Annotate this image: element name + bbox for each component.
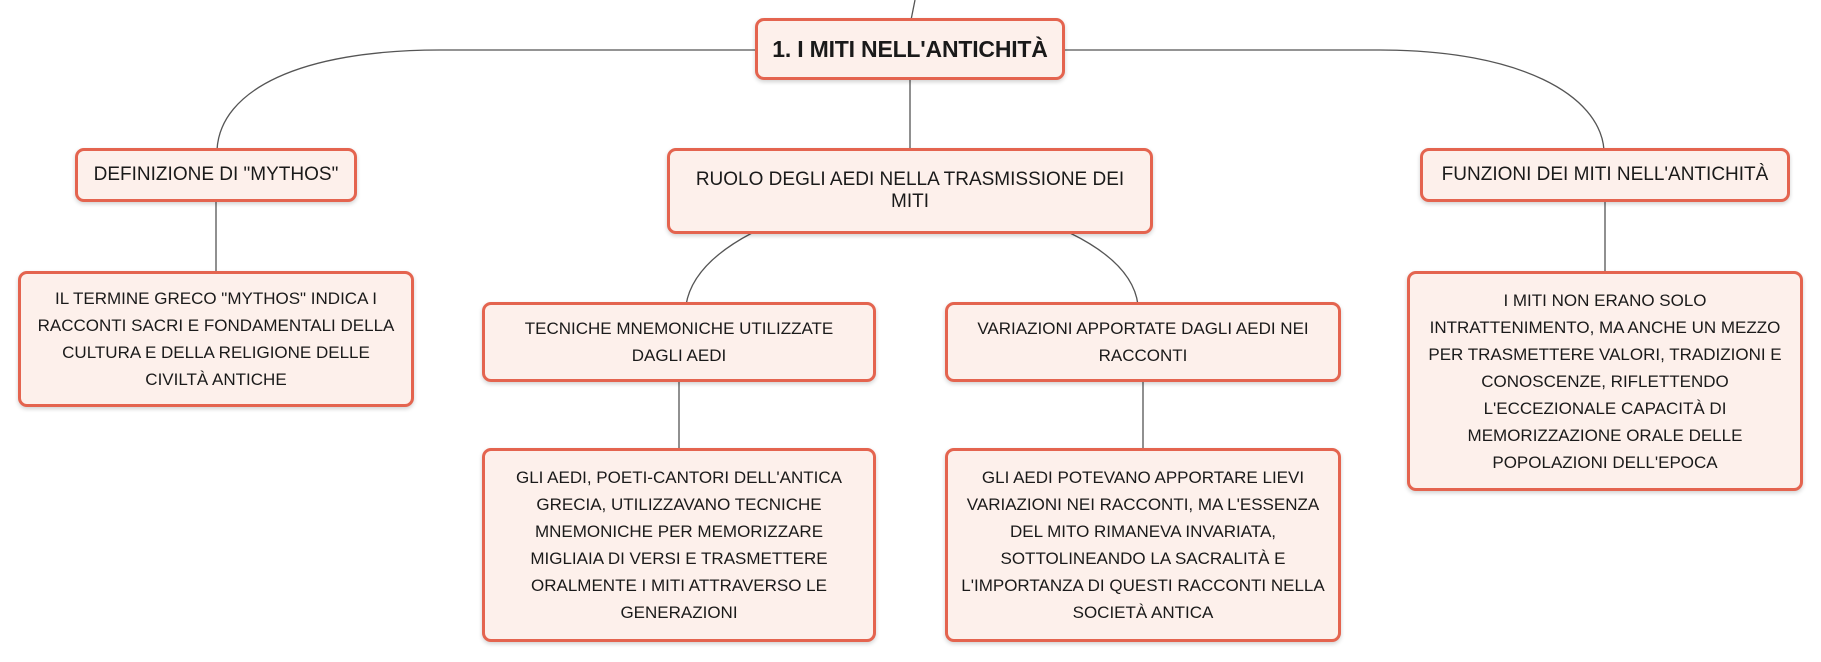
connector-root-parent <box>911 0 915 20</box>
connector-root-to-definition <box>217 50 758 150</box>
topic-ruolo-aedi[interactable] <box>667 148 1153 234</box>
subtopic-tecniche-mnemoniche[interactable] <box>482 302 876 382</box>
detail-tecniche-mnemoniche[interactable] <box>482 448 876 642</box>
topic-funzioni-label: FUNZIONI DEI MITI NELL'ANTICHITÀ <box>1441 164 1769 185</box>
detail-tecniche-text: GLI AEDI, POETI-CANTORI DELL'ANTICA GRECIA, UTILIZZAVANO TECNICHE MNEMONICHE PER MEMORIZZARE MIGLIAIA DI VERSI E TRASMETTERE ORALMENTE I MITI ATTRAVERSO LE GENERAZIONI <box>515 468 842 622</box>
subtopic-tecniche-label: TECNICHE MNEMONICHE UTILIZZATE DAGLI AEDI <box>524 319 834 365</box>
subtopic-variazioni-label: VARIAZIONI APPORTATE DAGLI AEDI NEI RACCONTI <box>977 319 1309 365</box>
subtopic-variazioni-aedi[interactable] <box>945 302 1341 382</box>
topic-ruolo-aedi-label: RUOLO DEGLI AEDI NELLA TRASMISSIONE DEI MITI <box>695 169 1125 212</box>
root-node[interactable] <box>755 18 1065 80</box>
connector-aedi-to-variations <box>1070 233 1138 305</box>
detail-funzioni-text: I MITI NON ERANO SOLO INTRATTENIMENTO, MA ANCHE UN MEZZO PER TRASMETTERE VALORI, TRADIZIONI E CONOSCENZE, RIFLETTENDO L'ECCEZIONALE CAPACITÀ DI MEMORIZZAZIONE ORALE DELLE POPOLAZIONI DELL'EPOCA <box>1428 290 1782 472</box>
connector-aedi-to-techniques <box>686 233 752 305</box>
connector-root-to-functions <box>1063 50 1604 150</box>
topic-definition-mythos[interactable] <box>75 148 357 202</box>
root-title: 1. I MITI NELL'ANTICHITÀ <box>772 35 1048 62</box>
detail-variazioni-aedi[interactable] <box>945 448 1341 642</box>
detail-variazioni-text: GLI AEDI POTEVANO APPORTARE LIEVI VARIAZIONI NEI RACCONTI, MA L'ESSENZA DEL MITO RIMANEVA INVARIATA, SOTTOLINEANDO LA SACRALITÀ E L'IMPORTANZA DI QUESTI RACCONTI NELLA SOCIETÀ ANTICA <box>961 468 1325 622</box>
topic-definition-label: DEFINIZIONE DI "MYTHOS" <box>93 164 339 185</box>
detail-definition-text: IL TERMINE GRECO "MYTHOS" INDICA I RACCONTI SACRI E FONDAMENTALI DELLA CULTURA E DELLA RELIGIONE DELLE CIVILTÀ ANTICHE <box>37 289 395 389</box>
topic-funzioni-miti[interactable] <box>1420 148 1790 202</box>
detail-definition-mythos[interactable] <box>18 271 414 407</box>
detail-funzioni-miti[interactable] <box>1407 271 1803 491</box>
